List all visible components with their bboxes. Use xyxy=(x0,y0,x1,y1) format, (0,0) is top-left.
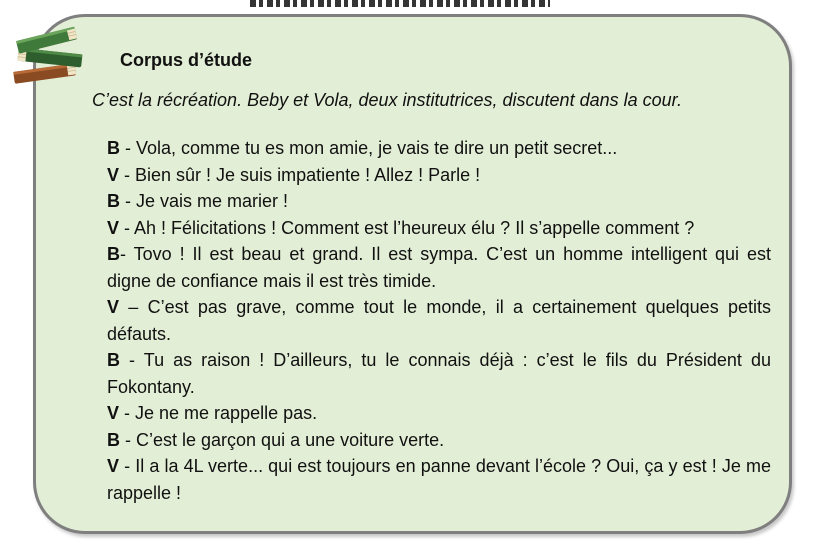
dialogue-text: - Je vais me marier ! xyxy=(120,191,289,211)
dialogue-line xyxy=(107,162,771,189)
dialogue-line xyxy=(107,135,771,162)
dialogue-text: - Il a la 4L verte... qui est toujours en panne devant l’école ? Oui, ça y est ! Je me rappelle ! xyxy=(107,456,771,503)
dialogue-text: - C’est le garçon qui a une voiture verte. xyxy=(120,429,445,450)
dialogue-text: - Tovo ! Il est beau et grand. Il est sympa. C’est un homme intelligent qui est digne de confiance mais il est très timide. xyxy=(107,244,771,291)
dialogue-text: – C’est pas grave, comme tout le monde, il a certainement quelques petits défauts. xyxy=(107,297,771,344)
speaker-label: B xyxy=(107,191,120,211)
speaker-label: V xyxy=(107,297,120,317)
speaker-label: V xyxy=(107,403,120,423)
dialogue-text: - Je ne me rappelle pas. xyxy=(119,403,318,423)
speaker-label: B xyxy=(107,244,120,264)
dialogue-line xyxy=(107,427,771,454)
dialogue-line xyxy=(107,400,771,427)
speaker-label: V xyxy=(107,217,120,238)
speaker-label: B xyxy=(107,350,120,370)
dialogue-text: - Ah ! Félicitations ! Comment est l’heureux élu ? Il s’appelle comment ? xyxy=(119,217,695,238)
intro-sentence: C’est la récréation. Beby et Vola, deux institutrices, discutent dans la cour. xyxy=(92,90,682,110)
dialogue-line xyxy=(107,294,771,347)
dialogue-line xyxy=(107,347,771,400)
cropped-text-fragment xyxy=(250,0,610,7)
dialogue-text: - Bien sûr ! Je suis impatiente ! Allez ! Parle ! xyxy=(119,164,481,185)
stacked-books-icon xyxy=(4,13,94,93)
speaker-label: B xyxy=(107,138,120,158)
dialogue-text: - Vola, comme tu es mon amie, je vais te dire un petit secret... xyxy=(120,138,618,158)
speaker-label: V xyxy=(107,456,120,476)
dialogue-line xyxy=(107,188,771,215)
speaker-label: V xyxy=(107,164,120,185)
dialogue-line xyxy=(107,215,771,242)
dialogue-line xyxy=(107,241,771,294)
dialogue-block xyxy=(107,135,771,506)
corpus-title: Corpus d’étude xyxy=(120,50,253,70)
speaker-label: B xyxy=(107,429,120,450)
dialogue-line xyxy=(107,453,771,506)
dialogue-text: - Tu as raison ! D’ailleurs, tu le connais déjà : c’est le fils du Président du Fokontany. xyxy=(107,350,771,397)
